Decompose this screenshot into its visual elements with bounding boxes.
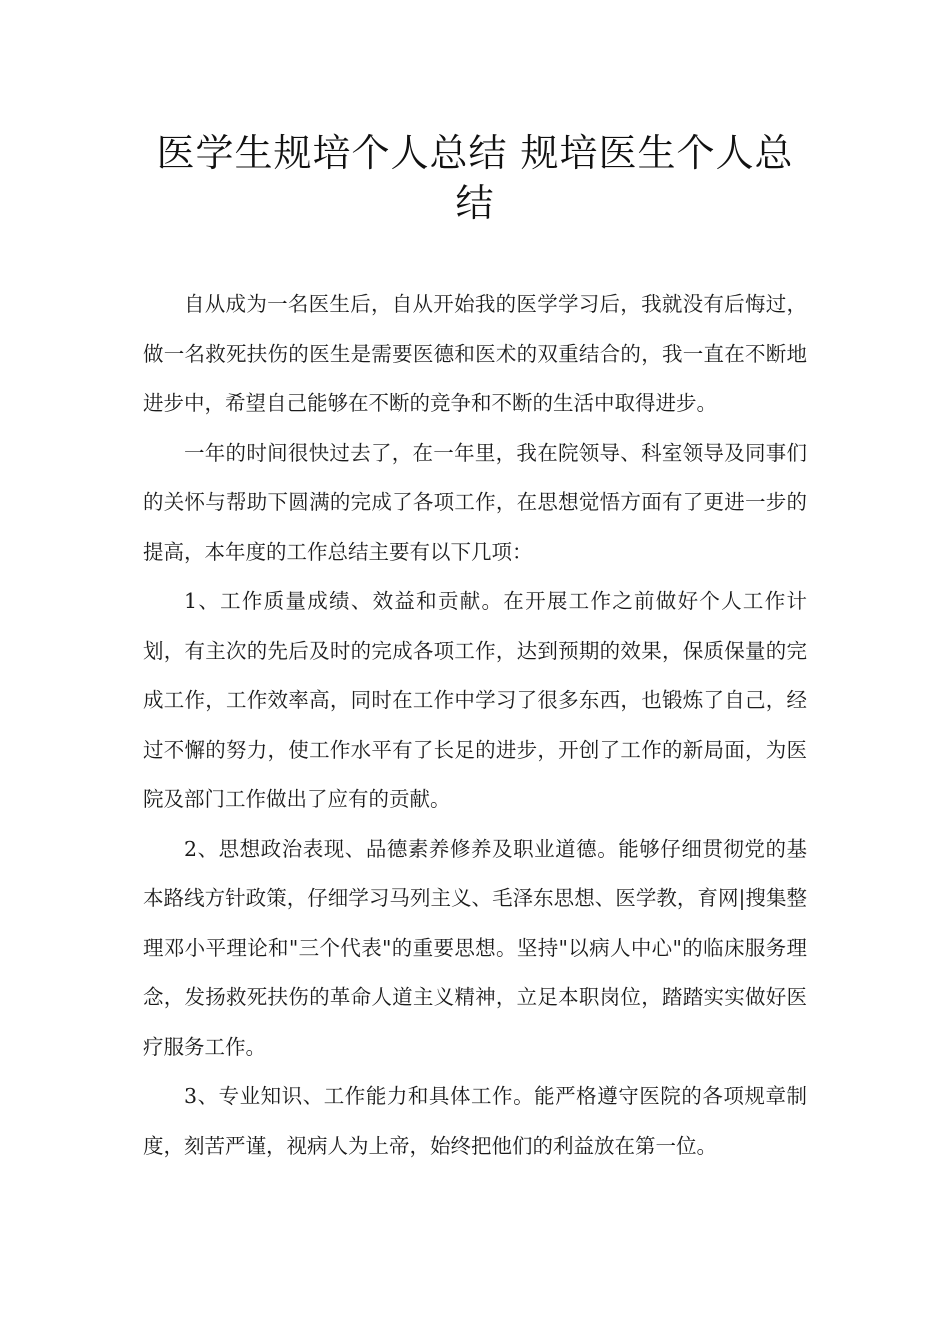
paragraph-intro: 自从成为一名医生后，自从开始我的医学学习后，我就没有后悔过，做一名救死扶伤的医生是需要医德和医术的双重结合的，我一直在不断地进步中，希望自己能够在不断的竞争和不断的生活中取得进步。 xyxy=(143,292,807,415)
paragraph-item-1: 1、工作质量成绩、效益和贡献。在开展工作之前做好个人工作计划，有主次的先后及时的完成各项工作，达到预期的效果，保质保量的完成工作，工作效率高，同时在工作中学习了很多东西，也锻炼了自己，经过不懈的努力，使工作水平有了长足的进步，开创了工作的新局面，为医院及部门工作做出了应有的贡献。 xyxy=(143,589,807,811)
paragraph-item-3: 3、专业知识、工作能力和具体工作。能严格遵守医院的各项规章制度，刻苦严谨，视病人为上帝，始终把他们的利益放在第一位。 xyxy=(143,1084,807,1158)
paragraph-overview: 一年的时间很快过去了，在一年里，我在院领导、科室领导及同事们的关怀与帮助下圆满的完成了各项工作，在思想觉悟方面有了更进一步的提高，本年度的工作总结主要有以下几项： xyxy=(143,440,807,564)
paragraph-item-2: 2、思想政治表现、品德素养修养及职业道德。能够仔细贯彻党的基本路线方针政策，仔细学习马列主义、毛泽东思想、医学教，育网|搜集整理邓小平理论和"三个代表"的重要思想。坚持"以病人中心"的临床服务理念，发扬救死扶伤的革命人道主义精神，立足本职岗位，踏踏实实做好医疗服务工作。 xyxy=(143,836,807,1059)
document-body xyxy=(143,280,807,1171)
document-title: 医学生规培个人总结 规培医生个人总结 xyxy=(156,131,794,225)
